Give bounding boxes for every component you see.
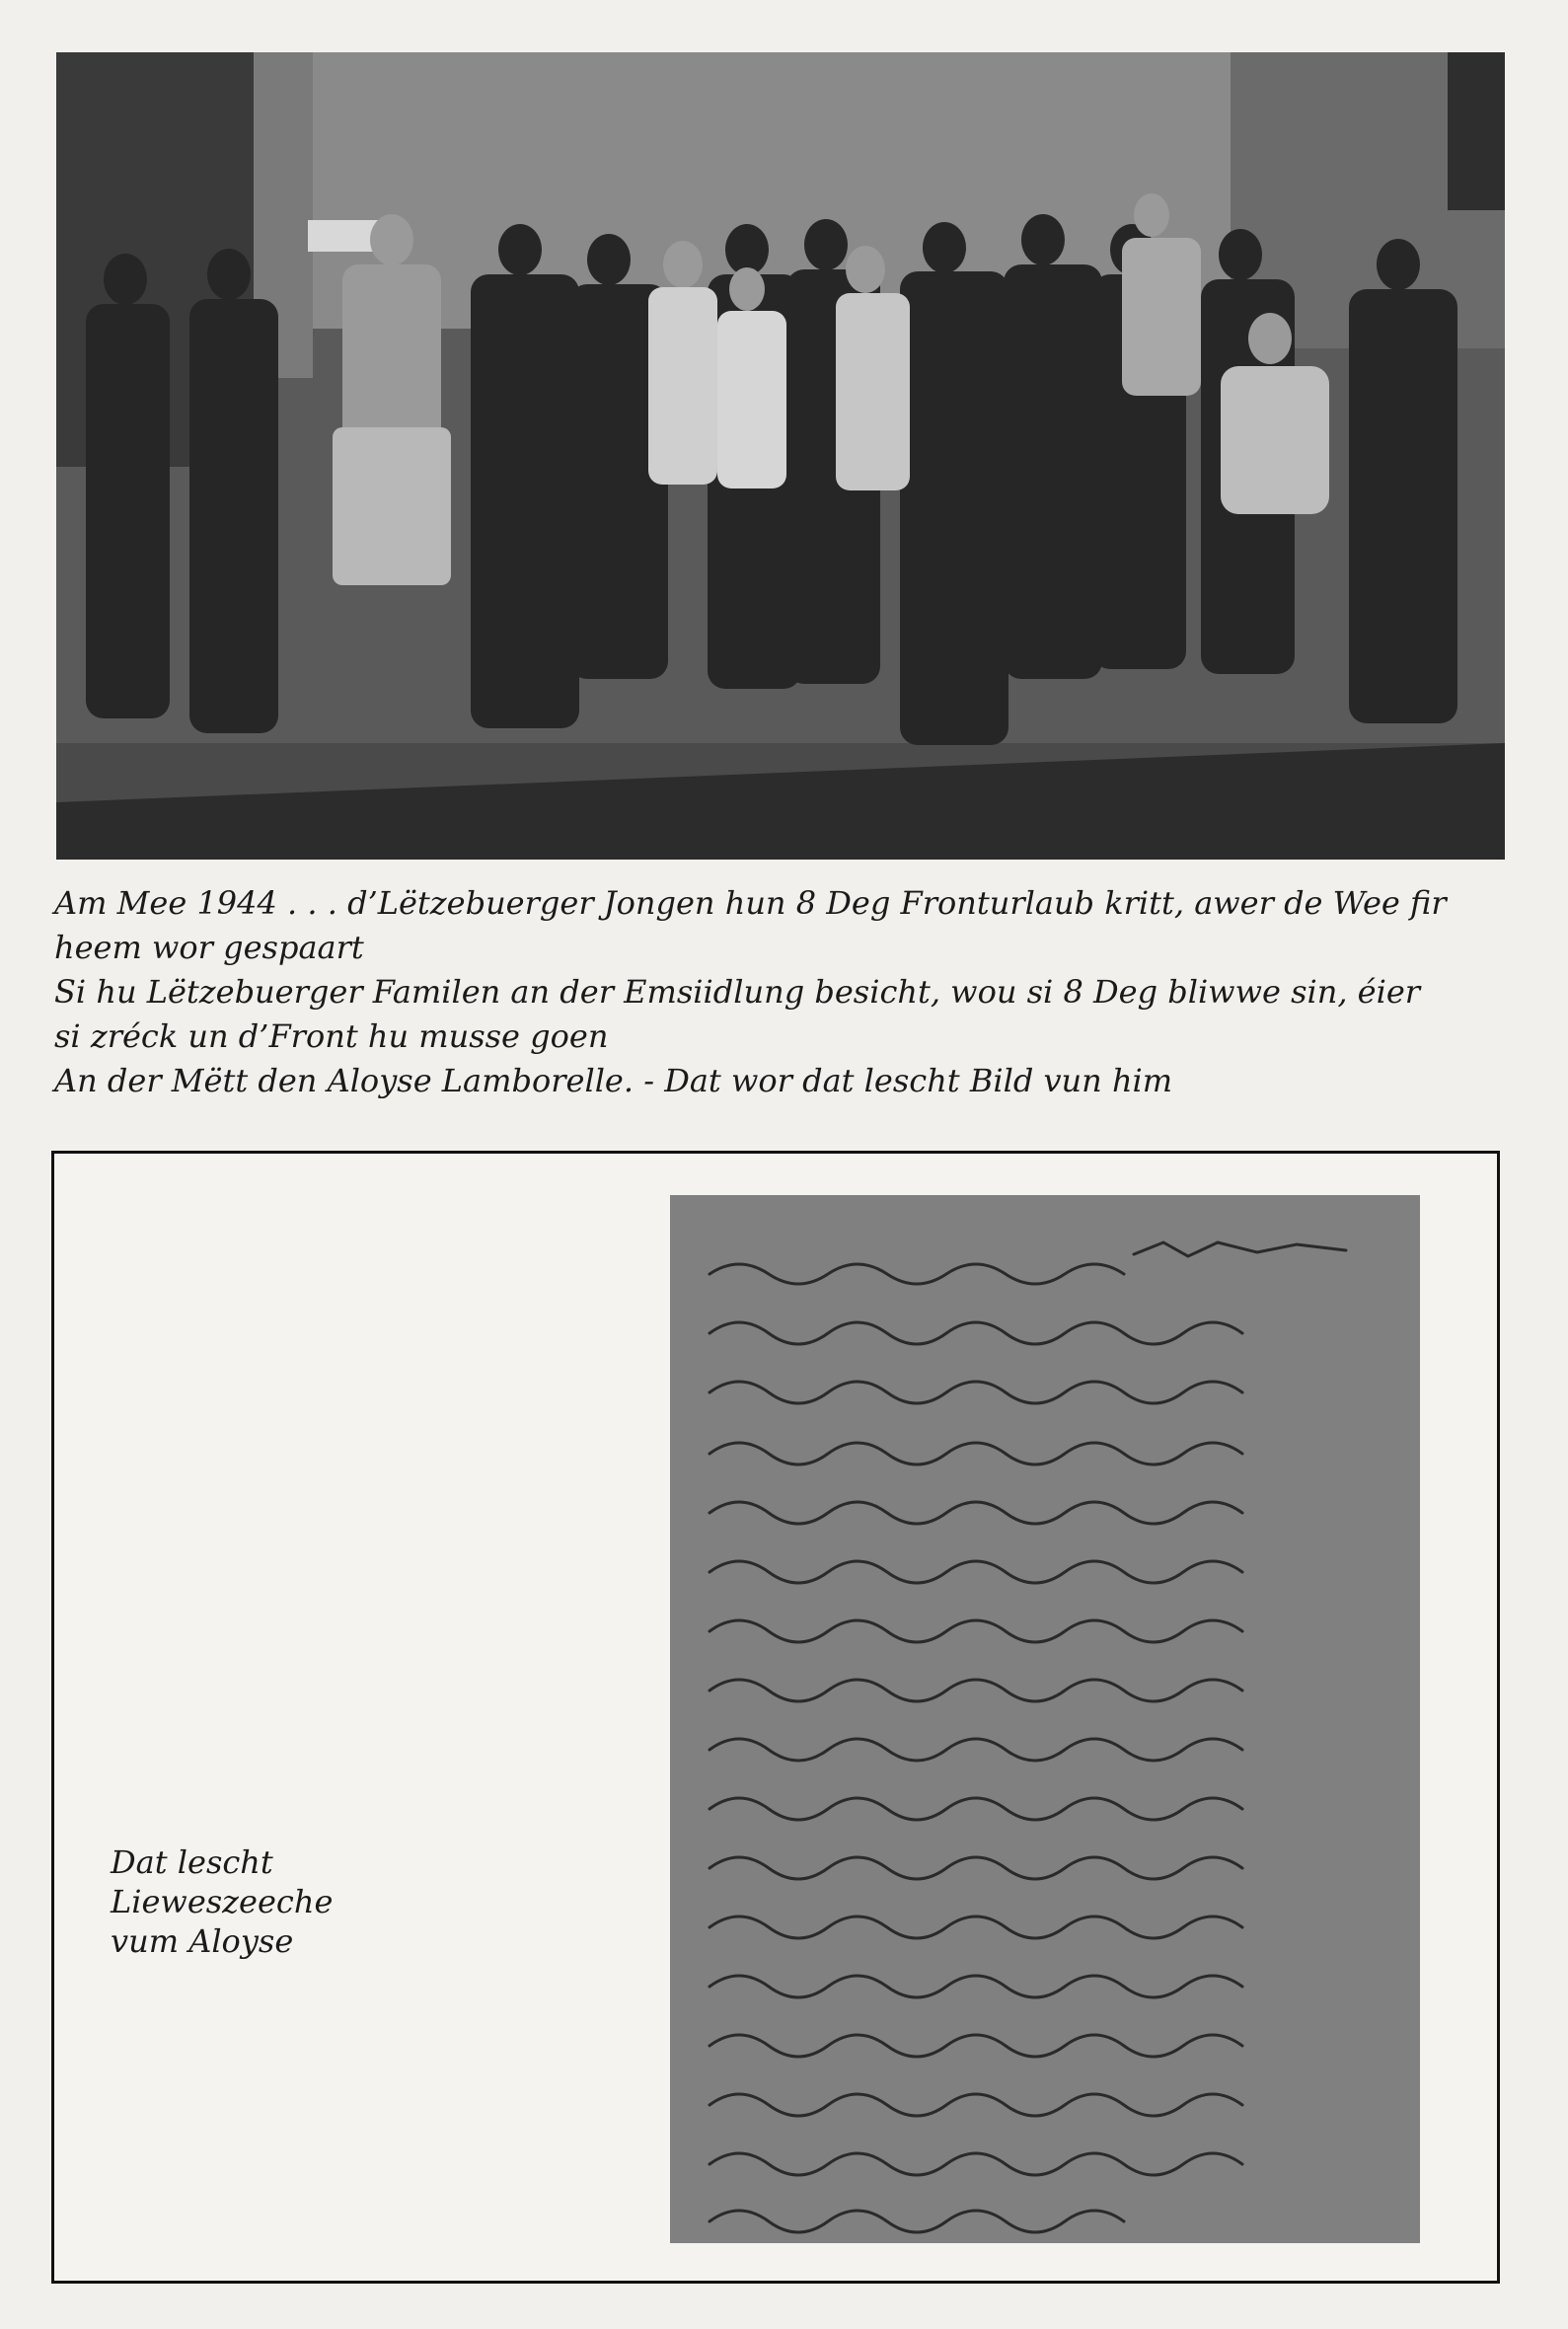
- handwriting-scan: [670, 1195, 1420, 2243]
- handwritten-letter-image: [670, 1195, 1420, 2243]
- caption-line-5: An der Mëtt den Aloyse Lamborelle. - Dat wor dat lescht Bild vun him: [54, 1062, 1173, 1099]
- letter-label-line-1: Dat lescht: [111, 1843, 273, 1881]
- caption-line-3: Si hu Lëtzebuerger Familen an der Emsiidlung besicht, wou si 8 Deg bliwwe sin, éier: [54, 973, 1421, 1011]
- letter-panel-frame: [51, 1151, 1500, 2284]
- letter-panel-label: [111, 1842, 426, 1961]
- letter-label-line-3: vum Aloyse: [111, 1922, 294, 1960]
- caption-line-1: Am Mee 1944 . . . d’Lëtzebuerger Jongen hun 8 Deg Fronturlaub kritt, awer de Wee fir: [54, 884, 1447, 922]
- caption-line-4: si zréck un d’Front hu musse goen: [54, 1017, 609, 1055]
- group-photograph: [56, 52, 1505, 860]
- letter-label-line-2: Lieweszeeche: [111, 1883, 334, 1920]
- group-photo-image: [56, 52, 1505, 860]
- photo-caption: [54, 881, 1515, 1103]
- caption-line-2: heem wor gespaart: [54, 929, 364, 966]
